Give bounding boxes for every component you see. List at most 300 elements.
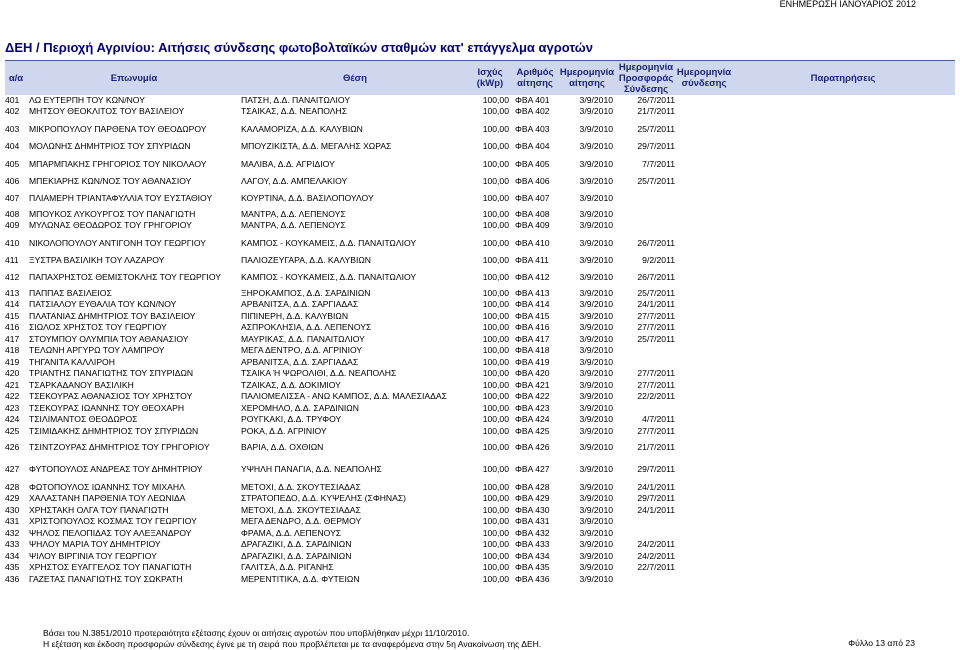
cell-name: ΞΥΣΤΡΑ ΒΑΣΙΛΙΚΗ ΤΟΥ ΛΑΖΑΡΟΥ <box>29 255 165 266</box>
cell-app-no: ΦΒΑ 415 <box>515 310 550 321</box>
cell-app-date: 3/9/2010 <box>579 94 613 105</box>
cell-app-date: 3/9/2010 <box>579 158 613 169</box>
cell-name: ΠΛΑΤΑΝΙΑΣ ΔΗΜΗΤΡΙΟΣ ΤΟΥ ΒΑΣΙΛΕΙΟΥ <box>29 310 196 321</box>
cell-aa: 406 <box>5 176 20 187</box>
cell-power: 100,00 <box>482 464 509 475</box>
cell-name: ΠΑΤΣΙΑΛΟΥ ΕΥΘΑΛΙΑ ΤΟΥ ΚΩΝ/ΝΟΥ <box>29 299 177 310</box>
cell-power: 100,00 <box>482 271 509 282</box>
cell-power: 100,00 <box>482 414 509 425</box>
footer-line-1: Βάσει του Ν.3851/2010 προτεραιότητα εξέτασης έχουν οι αιτήσεις αγροτών που υποβλήθηκαν μέχρι 11/10/2010. <box>43 628 470 638</box>
cell-name: ΦΥΤΟΠΟΥΛΟΣ ΑΝΔΡΕΑΣ ΤΟΥ ΔΗΜΗΤΡΙΟΥ <box>29 464 203 475</box>
cell-aa: 402 <box>5 106 20 117</box>
table-row <box>5 516 955 528</box>
cell-app-no: ΦΒΑ 408 <box>515 208 550 219</box>
cell-app-date: 3/9/2010 <box>579 322 613 333</box>
cell-name: ΠΛΙΑΜΕΡΗ ΤΡΙΑΝΤΑΦΥΛΛΙΑ ΤΟΥ ΕΥΣΤΑΘΙΟΥ <box>29 192 213 203</box>
cell-power: 100,00 <box>482 176 509 187</box>
table-row <box>5 345 955 357</box>
cell-app-no: ΦΒΑ 436 <box>515 573 550 584</box>
table-row <box>5 158 955 170</box>
cell-power: 100,00 <box>482 192 509 203</box>
table-row <box>5 464 955 476</box>
table-row <box>5 437 955 458</box>
cell-offer-date <box>617 527 675 539</box>
cell-aa: 411 <box>5 255 19 266</box>
cell-app-no: ΦΒΑ 401 <box>515 94 550 105</box>
cell-app-date: 3/9/2010 <box>579 220 613 231</box>
table-row <box>5 356 955 368</box>
cell-offer-date: 25/7/2011 <box>637 176 675 187</box>
cell-aa: 424 <box>5 414 20 425</box>
table-row <box>5 176 955 188</box>
table-row <box>5 402 955 414</box>
cell-power: 100,00 <box>482 379 509 390</box>
cell-aa: 415 <box>5 310 20 321</box>
cell-location: ΜΑΝΤΡΑ, Δ.Δ. ΛΕΠΕΝΟΥΣ <box>241 220 346 231</box>
cell-aa: 401 <box>5 94 20 105</box>
cell-name: ΧΡΗΣΤΟΣ ΕΥΑΓΓΕΛΟΣ ΤΟΥ ΠΑΝΑΓΙΩΤΗ <box>29 562 192 573</box>
cell-power: 100,00 <box>482 368 509 379</box>
cell-location: ΠΑΤΣΗ, Δ.Δ. ΠΑΝΑΙΤΩΛΙΟΥ <box>241 94 351 105</box>
table-row <box>5 322 955 334</box>
cell-power: 100,00 <box>482 345 509 356</box>
cell-app-date: 3/9/2010 <box>579 539 613 550</box>
cell-app-no: ΦΒΑ 433 <box>515 539 550 550</box>
cell-aa: 426 <box>5 442 20 452</box>
cell-app-date: 3/9/2010 <box>579 391 613 402</box>
cell-name: ΜΙΚΡΟΠΟΥΛΟΥ ΠΑΡΘΕΝΑ ΤΟΥ ΘΕΟΔΩΡΟΥ <box>29 123 207 134</box>
header-band <box>0 11 960 34</box>
cell-app-no: ΦΒΑ 426 <box>515 442 550 452</box>
cell-app-no: ΦΒΑ 427 <box>515 464 550 475</box>
cell-offer-date: 27/7/2011 <box>637 310 675 321</box>
cell-app-date: 3/9/2010 <box>579 271 613 282</box>
cell-app-date: 3/9/2010 <box>579 123 613 134</box>
table-header <box>5 60 955 95</box>
cell-location: ΑΡΒΑΝΙΤΣΑ, Δ.Δ. ΣΑΡΓΙΑΔΑΣ <box>241 356 359 367</box>
cell-offer-date: 29/7/2011 <box>637 141 675 152</box>
cell-app-no: ΦΒΑ 417 <box>515 333 550 344</box>
table-row <box>5 550 955 562</box>
cell-offer-date <box>617 573 675 585</box>
cell-app-date: 3/9/2010 <box>579 493 613 504</box>
cell-app-no: ΦΒΑ 409 <box>515 220 550 231</box>
cell-offer-date <box>617 402 675 414</box>
cell-name: ΤΣΑΡΚΑΔΑΝΟΥ ΒΑΣΙΛΙΚΗ <box>29 379 134 390</box>
cell-name: ΣΙΩΛΟΣ ΧΡΗΣΤΟΣ ΤΟΥ ΓΕΩΡΓΙΟΥ <box>29 322 167 333</box>
cell-app-no: ΦΒΑ 402 <box>515 106 550 117</box>
table-row <box>5 220 955 232</box>
cell-offer-date: 26/7/2011 <box>637 94 675 105</box>
cell-aa: 412 <box>5 271 20 282</box>
cell-name: ΨΗΛΟΥ ΜΑΡΙΑ ΤΟΥ ΔΗΜΗΤΡΙΟΥ <box>29 539 161 550</box>
cell-power: 100,00 <box>482 299 509 310</box>
cell-offer-date: 24/2/2011 <box>637 550 675 561</box>
cell-offer-date <box>617 208 675 220</box>
cell-location: ΥΨΗΛΗ ΠΑΝΑΓΙΑ, Δ.Δ. ΝΕΑΠΟΛΗΣ <box>241 464 382 475</box>
cell-aa: 419 <box>5 356 20 367</box>
col-header-power: Ισχύς (kWp) <box>476 67 504 89</box>
cell-aa: 432 <box>5 527 20 538</box>
table-row <box>5 391 955 403</box>
cell-name: ΧΡΙΣΤΟΠΟΥΛΟΣ ΚΟΣΜΑΣ ΤΟΥ ΓΕΩΡΓΙΟΥ <box>29 516 197 527</box>
cell-power: 100,00 <box>482 493 509 504</box>
table-row <box>5 539 955 551</box>
cell-location: ΡΟΚΑ, Δ.Δ. ΑΓΡΙΝΙΟΥ <box>241 425 327 436</box>
cell-offer-date <box>617 516 675 528</box>
cell-location: ΜΕΤΟΧΙ, Δ.Δ. ΣΚΟΥΤΕΣΙΑΔΑΣ <box>241 504 361 515</box>
cell-aa: 416 <box>5 322 20 333</box>
cell-power: 100,00 <box>482 504 509 515</box>
cell-offer-date: 24/1/2011 <box>637 481 675 492</box>
cell-app-no: ΦΒΑ 420 <box>515 368 550 379</box>
cell-app-date: 3/9/2010 <box>579 310 613 321</box>
cell-app-date: 3/9/2010 <box>579 527 613 538</box>
cell-app-no: ΦΒΑ 416 <box>515 322 550 333</box>
cell-location: ΣΤΡΑΤΟΠΕΔΟ, Δ.Δ. ΚΥΨΕΛΗΣ (ΣΦΗΝΑΣ) <box>241 493 407 504</box>
page-title-prefix: ΔΕΗ / Περιοχή Αγρινίου: <box>5 40 155 55</box>
cell-power: 100,00 <box>482 287 509 298</box>
cell-aa: 418 <box>5 345 20 356</box>
title-row <box>5 40 955 58</box>
table-row <box>5 187 955 208</box>
cell-app-no: ΦΒΑ 418 <box>515 345 550 356</box>
cell-power: 100,00 <box>482 356 509 367</box>
cell-power: 100,00 <box>482 562 509 573</box>
cell-location: ΠΑΛΙΟΖΕΥΓΑΡΑ, Δ.Δ. ΚΑΛΥΒΙΩΝ <box>241 255 371 266</box>
cell-power: 100,00 <box>482 123 509 134</box>
cell-power: 100,00 <box>482 106 509 117</box>
cell-app-no: ΦΒΑ 407 <box>515 192 550 203</box>
cell-name: ΤΕΛΩΝΗ ΑΡΓΥΡΩ ΤΟΥ ΛΑΜΠΡΟΥ <box>29 345 165 356</box>
cell-aa: 435 <box>5 562 20 573</box>
table-row <box>5 299 955 311</box>
cell-aa: 404 <box>5 141 20 152</box>
cell-power: 100,00 <box>482 391 509 402</box>
cell-offer-date: 27/7/2011 <box>637 322 675 333</box>
col-header-offer-date: Ημερομηνία Προσφοράς Σύνδεσης <box>618 61 674 95</box>
table-row <box>5 481 955 493</box>
cell-aa: 422 <box>5 391 20 402</box>
cell-name: ΤΣΕΚΟΥΡΑΣ ΙΩΑΝΝΗΣ ΤΟΥ ΘΕΟΧΑΡΗ <box>29 402 185 413</box>
cell-aa: 420 <box>5 368 20 379</box>
table-row <box>5 237 955 249</box>
table-row <box>5 94 955 106</box>
cell-offer-date <box>617 356 675 368</box>
cell-location: ΜΑΥΡΙΚΑΣ, Δ.Δ. ΠΑΝΑΙΤΩΛΙΟΥ <box>241 333 365 344</box>
cell-aa: 436 <box>5 573 20 584</box>
cell-app-no: ΦΒΑ 421 <box>515 379 550 390</box>
cell-aa: 421 <box>5 379 20 390</box>
cell-power: 100,00 <box>482 539 509 550</box>
cell-app-no: ΦΒΑ 425 <box>515 425 550 436</box>
cell-app-no: ΦΒΑ 432 <box>515 527 550 538</box>
table-row <box>5 527 955 539</box>
cell-offer-date: 27/7/2011 <box>637 379 675 390</box>
cell-name: ΜΠΟΥΚΟΣ ΛΥΚΟΥΡΓΟΣ ΤΟΥ ΠΑΝΑΓΙΩΤΗ <box>29 208 196 219</box>
cell-app-no: ΦΒΑ 424 <box>515 414 550 425</box>
cell-power: 100,00 <box>482 158 509 169</box>
cell-offer-date: 25/7/2011 <box>637 287 675 298</box>
table-row <box>5 208 955 220</box>
cell-power: 100,00 <box>482 573 509 584</box>
cell-offer-date: 29/7/2011 <box>637 464 675 475</box>
cell-app-no: ΦΒΑ 414 <box>515 299 550 310</box>
cell-aa: 405 <box>5 158 20 169</box>
table-row <box>5 333 955 345</box>
cell-offer-date: 24/2/2011 <box>637 539 675 550</box>
cell-offer-date <box>617 220 675 232</box>
cell-offer-date: 26/7/2011 <box>637 237 675 248</box>
cell-app-date: 3/9/2010 <box>579 192 613 203</box>
cell-offer-date: 4/7/2011 <box>642 414 675 425</box>
cell-aa: 423 <box>5 402 20 413</box>
table-row <box>5 379 955 391</box>
cell-app-date: 3/9/2010 <box>579 562 613 573</box>
cell-app-date: 3/9/2010 <box>579 425 613 436</box>
cell-app-date: 3/9/2010 <box>579 379 613 390</box>
cell-app-no: ΦΒΑ 435 <box>515 562 550 573</box>
cell-name: ΜΠΕΚΙΑΡΗΣ ΚΩΝ/ΝΟΣ ΤΟΥ ΑΘΑΝΑΣΙΟΥ <box>29 176 192 187</box>
cell-location: ΒΑΡΙΑ, Δ.Δ. ΟΧΘΙΩΝ <box>241 442 324 452</box>
cell-name: ΜΗΤΣΟΥ ΘΕΟΚΛΙΤΟΣ ΤΟΥ ΒΑΣΙΛΕΙΟΥ <box>29 106 185 117</box>
table-row <box>5 310 955 322</box>
cell-location: ΤΖΑΙΚΑΣ, Δ.Δ. ΔΟΚΙΜΙΟΥ <box>241 379 341 390</box>
cell-name: ΤΡΙΑΝΤΗΣ ΠΑΝΑΓΙΩΤΗΣ ΤΟΥ ΣΠΥΡΙΔΩΝ <box>29 368 194 379</box>
table-row <box>5 414 955 426</box>
cell-power: 100,00 <box>482 310 509 321</box>
cell-aa: 428 <box>5 481 20 492</box>
cell-app-date: 3/9/2010 <box>579 550 613 561</box>
cell-location: ΑΡΒΑΝΙΤΣΑ, Δ.Δ. ΣΑΡΓΙΑΔΑΣ <box>241 299 359 310</box>
table-row <box>5 504 955 516</box>
cell-aa: 407 <box>5 192 20 203</box>
cell-app-no: ΦΒΑ 404 <box>515 141 550 152</box>
cell-power: 100,00 <box>482 322 509 333</box>
cell-name: ΓΑΖΕΤΑΣ ΠΑΝΑΓΙΩΤΗΣ ΤΟΥ ΣΩΚΡΑΤΗ <box>29 573 183 584</box>
cell-location: ΔΡΑΓΑΖΙΚΙ, Δ.Δ. ΣΑΡΔΙΝΙΩΝ <box>241 550 352 561</box>
col-header-conn-date: Ημερομηνία σύνδεσης <box>676 67 732 89</box>
cell-name: ΨΗΛΟΣ ΠΕΛΟΠΙΔΑΣ ΤΟΥ ΑΛΕΞΑΝΔΡΟΥ <box>29 527 192 538</box>
cell-location: ΠΙΠΙΝΕΡΗ, Δ.Δ. ΚΑΛΥΒΙΩΝ <box>241 310 349 321</box>
cell-name: ΧΡΗΣΤΑΚΗ ΟΛΓΑ ΤΟΥ ΠΑΝΑΓΙΩΤΗ <box>29 504 169 515</box>
cell-app-no: ΦΒΑ 411 <box>515 255 549 266</box>
page-title <box>5 40 593 55</box>
cell-app-no: ΦΒΑ 405 <box>515 158 550 169</box>
cell-name: ΠΑΠΠΑΣ ΒΑΣΙΛΕΙΟΣ <box>29 287 112 298</box>
cell-location: ΤΣΑΙΚΑ Ή ΨΩΡΟΛΙΘΙ, Δ.Δ. ΝΕΑΠΟΛΗΣ <box>241 368 397 379</box>
cell-offer-date: 9/2/2011 <box>642 255 675 266</box>
cell-power: 100,00 <box>482 237 509 248</box>
cell-location: ΞΗΡΟΚΑΜΠΟΣ, Δ.Δ. ΣΑΡΔΙΝΙΩΝ <box>241 287 371 298</box>
page-label: Φύλλο 13 από 23 <box>848 638 915 648</box>
cell-app-no: ΦΒΑ 412 <box>515 271 550 282</box>
table-row <box>5 573 955 585</box>
cell-name: ΛΩ ΕΥΤΕΡΠΗ ΤΟΥ ΚΩΝ/ΝΟΥ <box>29 94 145 105</box>
cell-location: ΜΕΓΑ ΔΕΝΔΡΟ, Δ.Δ. ΘΕΡΜΟΥ <box>241 516 362 527</box>
cell-aa: 433 <box>5 539 20 550</box>
cell-location: ΓΑΛΙΤΣΑ, Δ.Δ. ΡΙΓΑΝΗΣ <box>241 562 334 573</box>
table-row <box>5 562 955 574</box>
cell-app-date: 3/9/2010 <box>579 402 613 413</box>
cell-offer-date: 27/7/2011 <box>637 368 675 379</box>
cell-app-date: 3/9/2010 <box>579 573 613 584</box>
cell-app-no: ΦΒΑ 406 <box>515 176 550 187</box>
cell-location: ΡΟΥΓΚΑΚΙ, Δ.Δ. ΤΡΥΦΟΥ <box>241 414 342 425</box>
cell-power: 100,00 <box>482 333 509 344</box>
cell-name: ΨΙΛΟΥ ΒΙΡΓΙΝΙΑ ΤΟΥ ΓΕΩΡΓΙΟΥ <box>29 550 157 561</box>
cell-app-date: 3/9/2010 <box>579 237 613 248</box>
col-header-app-no: Αριθμός αίτησης <box>516 67 554 89</box>
cell-name: ΠΑΠΑΧΡΗΣΤΟΣ ΘΕΜΙΣΤΟΚΛΗΣ ΤΟΥ ΓΕΩΡΓΙΟΥ <box>29 271 221 282</box>
table-row <box>5 425 955 437</box>
footer-line-2: Η εξέταση και έκδοση προσφορών σύνδεσης έγινε με τη σειρά που προβλέπεται με τα αναφερόμενα στην 5η Ανακοίνωση της ΔΕΗ. <box>43 638 542 649</box>
col-header-notes: Παρατηρήσεις <box>810 72 876 84</box>
table-row <box>5 266 955 287</box>
cell-offer-date: 24/1/2011 <box>637 504 675 515</box>
cell-app-date: 3/9/2010 <box>579 414 613 425</box>
cell-offer-date: 25/7/2011 <box>637 123 675 134</box>
cell-location: ΜΕΡΕΝΤΙΤΙΚΑ, Δ.Δ. ΦΥΤΕΙΩΝ <box>241 573 360 584</box>
cell-aa: 425 <box>5 425 20 436</box>
cell-app-no: ΦΒΑ 403 <box>515 123 550 134</box>
cell-location: ΠΑΛΙΟΜΕΛΙΣΣΑ - ΑΝΩ ΚΑΜΠΟΣ, Δ.Δ. ΜΑΛΕΣΙΑΔΑΣ <box>241 391 447 402</box>
cell-offer-date: 21/7/2011 <box>637 106 675 117</box>
cell-location: ΜΑΝΤΡΑ, Δ.Δ. ΛΕΠΕΝΟΥΣ <box>241 208 346 219</box>
cell-name: ΣΤΟΥΜΠΟΥ ΟΛΥΜΠΙΑ ΤΟΥ ΑΘΑΝΑΣΙΟΥ <box>29 333 189 344</box>
cell-name: ΤΣΕΚΟΥΡΑΣ ΑΘΑΝΑΣΙΟΣ ΤΟΥ ΧΡΗΣΤΟΥ <box>29 391 193 402</box>
cell-app-date: 3/9/2010 <box>579 255 613 266</box>
cell-location: ΛΑΓΟΥ, Δ.Δ. ΑΜΠΕΛΑΚΙΟΥ <box>241 176 348 187</box>
cell-aa: 434 <box>5 550 20 561</box>
cell-app-date: 3/9/2010 <box>579 287 613 298</box>
cell-power: 100,00 <box>482 141 509 152</box>
table-row <box>5 106 955 118</box>
col-header-location: Θέση <box>343 72 367 84</box>
cell-location: ΚΑΛΑΜΟΡΙΖΑ, Δ.Δ. ΚΑΛΥΒΙΩΝ <box>241 123 363 134</box>
cell-name: ΤΗΓΑΝΙΤΑ ΚΑΛΛΙΡΟΗ <box>29 356 115 367</box>
cell-power: 100,00 <box>482 527 509 538</box>
cell-app-no: ΦΒΑ 429 <box>515 493 550 504</box>
cell-power: 100,00 <box>482 402 509 413</box>
cell-app-date: 3/9/2010 <box>579 481 613 492</box>
cell-power: 100,00 <box>482 442 509 452</box>
cell-app-date: 3/9/2010 <box>579 176 613 187</box>
cell-name: ΜΥΛΩΝΑΣ ΘΕΟΔΩΡΟΣ ΤΟΥ ΓΡΗΓΟΡΙΟΥ <box>29 220 192 231</box>
cell-offer-date: 29/7/2011 <box>637 493 675 504</box>
page-title-rest: Αιτήσεις σύνδεσης φωτοβολταϊκών σταθμών κατ' επάγγελμα αγροτών <box>154 40 594 55</box>
cell-app-date: 3/9/2010 <box>579 504 613 515</box>
cell-app-date: 3/9/2010 <box>579 516 613 527</box>
cell-power: 100,00 <box>482 255 509 266</box>
cell-location: ΦΡΑΜΑ, Δ.Δ. ΛΕΠΕΝΟΥΣ <box>241 527 342 538</box>
cell-name: ΤΣΙΛΙΜΑΝΤΟΣ ΘΕΟΔΩΡΟΣ <box>29 414 138 425</box>
table-row <box>5 255 955 267</box>
col-header-aa: α/α <box>8 72 24 84</box>
cell-offer-date: 25/7/2011 <box>637 333 675 344</box>
cell-app-no: ΦΒΑ 422 <box>515 391 550 402</box>
cell-app-date: 3/9/2010 <box>579 106 613 117</box>
cell-app-date: 3/9/2010 <box>579 208 613 219</box>
cell-app-no: ΦΒΑ 413 <box>515 287 550 298</box>
cell-location: ΜΑΛΙΒΑ, Δ.Δ. ΑΓΡΙΔΙΟΥ <box>241 158 335 169</box>
cell-aa: 410 <box>5 237 20 248</box>
cell-location: ΧΕΡΟΜΗΛΟ, Δ.Δ. ΣΑΡΔΙΝΙΩΝ <box>241 402 359 413</box>
cell-name: ΧΑΛΑΣΤΑΝΗ ΠΑΡΘΕΝΙΑ ΤΟΥ ΛΕΩΝΙΔΑ <box>29 493 186 504</box>
cell-name: ΤΣΙΝΤΖΟΥΡΑΣ ΔΗΜΗΤΡΙΟΣ ΤΟΥ ΓΡΗΓΟΡΙΟΥ <box>29 442 210 452</box>
cell-location: ΚΑΜΠΟΣ - ΚΟΥΚΑΜΕΙΣ, Δ.Δ. ΠΑΝΑΙΤΩΛΙΟΥ <box>241 237 417 248</box>
cell-name: ΜΠΑΡΜΠΑΚΗΣ ΓΡΗΓΟΡΙΟΣ ΤΟΥ ΝΙΚΟΛΑΟΥ <box>29 158 207 169</box>
cell-offer-date: 22/7/2011 <box>637 562 675 573</box>
cell-power: 100,00 <box>482 208 509 219</box>
cell-app-date: 3/9/2010 <box>579 442 613 452</box>
col-header-app-date: Ημερομηνία αίτησης <box>559 67 615 89</box>
cell-offer-date: 21/7/2011 <box>637 442 675 452</box>
cell-name: ΦΩΤΟΠΟΥΛΟΣ ΙΩΑΝΝΗΣ ΤΟΥ ΜΙΧΑΗΛ <box>29 481 185 492</box>
cell-name: ΜΟΛΩΝΗΣ ΔΗΜΗΤΡΙΟΣ ΤΟΥ ΣΠΥΡΙΔΩΝ <box>29 141 191 152</box>
cell-aa: 430 <box>5 504 20 515</box>
cell-location: ΤΣΑΙΚΑΣ, Δ.Δ. ΝΕΑΠΟΛΗΣ <box>241 106 348 117</box>
cell-power: 100,00 <box>482 481 509 492</box>
cell-location: ΜΕΓΑ ΔΕΝΤΡΟ, Δ.Δ. ΑΓΡΙΝΙΟΥ <box>241 345 363 356</box>
cell-app-no: ΦΒΑ 428 <box>515 481 550 492</box>
cell-app-date: 3/9/2010 <box>579 299 613 310</box>
cell-offer-date: 24/1/2011 <box>637 299 675 310</box>
footer-notes <box>43 628 943 649</box>
table-body <box>5 94 955 585</box>
cell-power: 100,00 <box>482 516 509 527</box>
cell-location: ΚΑΜΠΟΣ - ΚΟΥΚΑΜΕΙΣ, Δ.Δ. ΠΑΝΑΙΤΩΛΙΟΥ <box>241 271 417 282</box>
table-row <box>5 368 955 380</box>
cell-app-date: 3/9/2010 <box>579 368 613 379</box>
table-row <box>5 287 955 299</box>
cell-app-date: 3/9/2010 <box>579 464 613 475</box>
cell-name: ΤΣΙΜΙΔΑΚΗΣ ΔΗΜΗΤΡΙΟΣ ΤΟΥ ΣΠΥΡΙΔΩΝ <box>29 425 199 436</box>
cell-offer-date <box>617 345 675 357</box>
cell-app-no: ΦΒΑ 430 <box>515 504 550 515</box>
table-row <box>5 123 955 135</box>
cell-power: 100,00 <box>482 550 509 561</box>
cell-offer-date: 22/2/2011 <box>637 391 675 402</box>
update-notice: ΕΝΗΜΕΡΩΣΗ ΙΑΝΟΥΑΡΙΟΣ 2012 <box>779 0 916 9</box>
cell-aa: 409 <box>5 220 20 231</box>
cell-app-no: ΦΒΑ 419 <box>515 356 550 367</box>
cell-aa: 427 <box>5 464 20 475</box>
cell-location: ΑΣΠΡΟΚΛΗΣΙΑ, Δ.Δ. ΛΕΠΕΝΟΥΣ <box>241 322 372 333</box>
table-row <box>5 141 955 153</box>
cell-offer-date: 26/7/2011 <box>637 271 675 282</box>
cell-aa: 413 <box>5 287 20 298</box>
cell-offer-date <box>617 187 675 208</box>
cell-app-no: ΦΒΑ 410 <box>515 237 550 248</box>
cell-aa: 403 <box>5 123 20 134</box>
cell-app-date: 3/9/2010 <box>579 356 613 367</box>
cell-location: ΔΡΑΓΑΖΙΚΙ, Δ.Δ. ΣΑΡΔΙΝΙΩΝ <box>241 539 352 550</box>
top-bar <box>0 0 960 10</box>
cell-power: 100,00 <box>482 94 509 105</box>
table-row <box>5 493 955 505</box>
cell-app-no: ΦΒΑ 431 <box>515 516 550 527</box>
col-header-name: Επωνυμία <box>110 72 158 84</box>
cell-aa: 414 <box>5 299 20 310</box>
cell-app-date: 3/9/2010 <box>579 345 613 356</box>
cell-offer-date: 27/7/2011 <box>637 425 675 436</box>
cell-app-no: ΦΒΑ 423 <box>515 402 550 413</box>
cell-aa: 417 <box>5 333 20 344</box>
cell-power: 100,00 <box>482 220 509 231</box>
cell-app-no: ΦΒΑ 434 <box>515 550 550 561</box>
cell-offer-date: 7/7/2011 <box>642 158 675 169</box>
